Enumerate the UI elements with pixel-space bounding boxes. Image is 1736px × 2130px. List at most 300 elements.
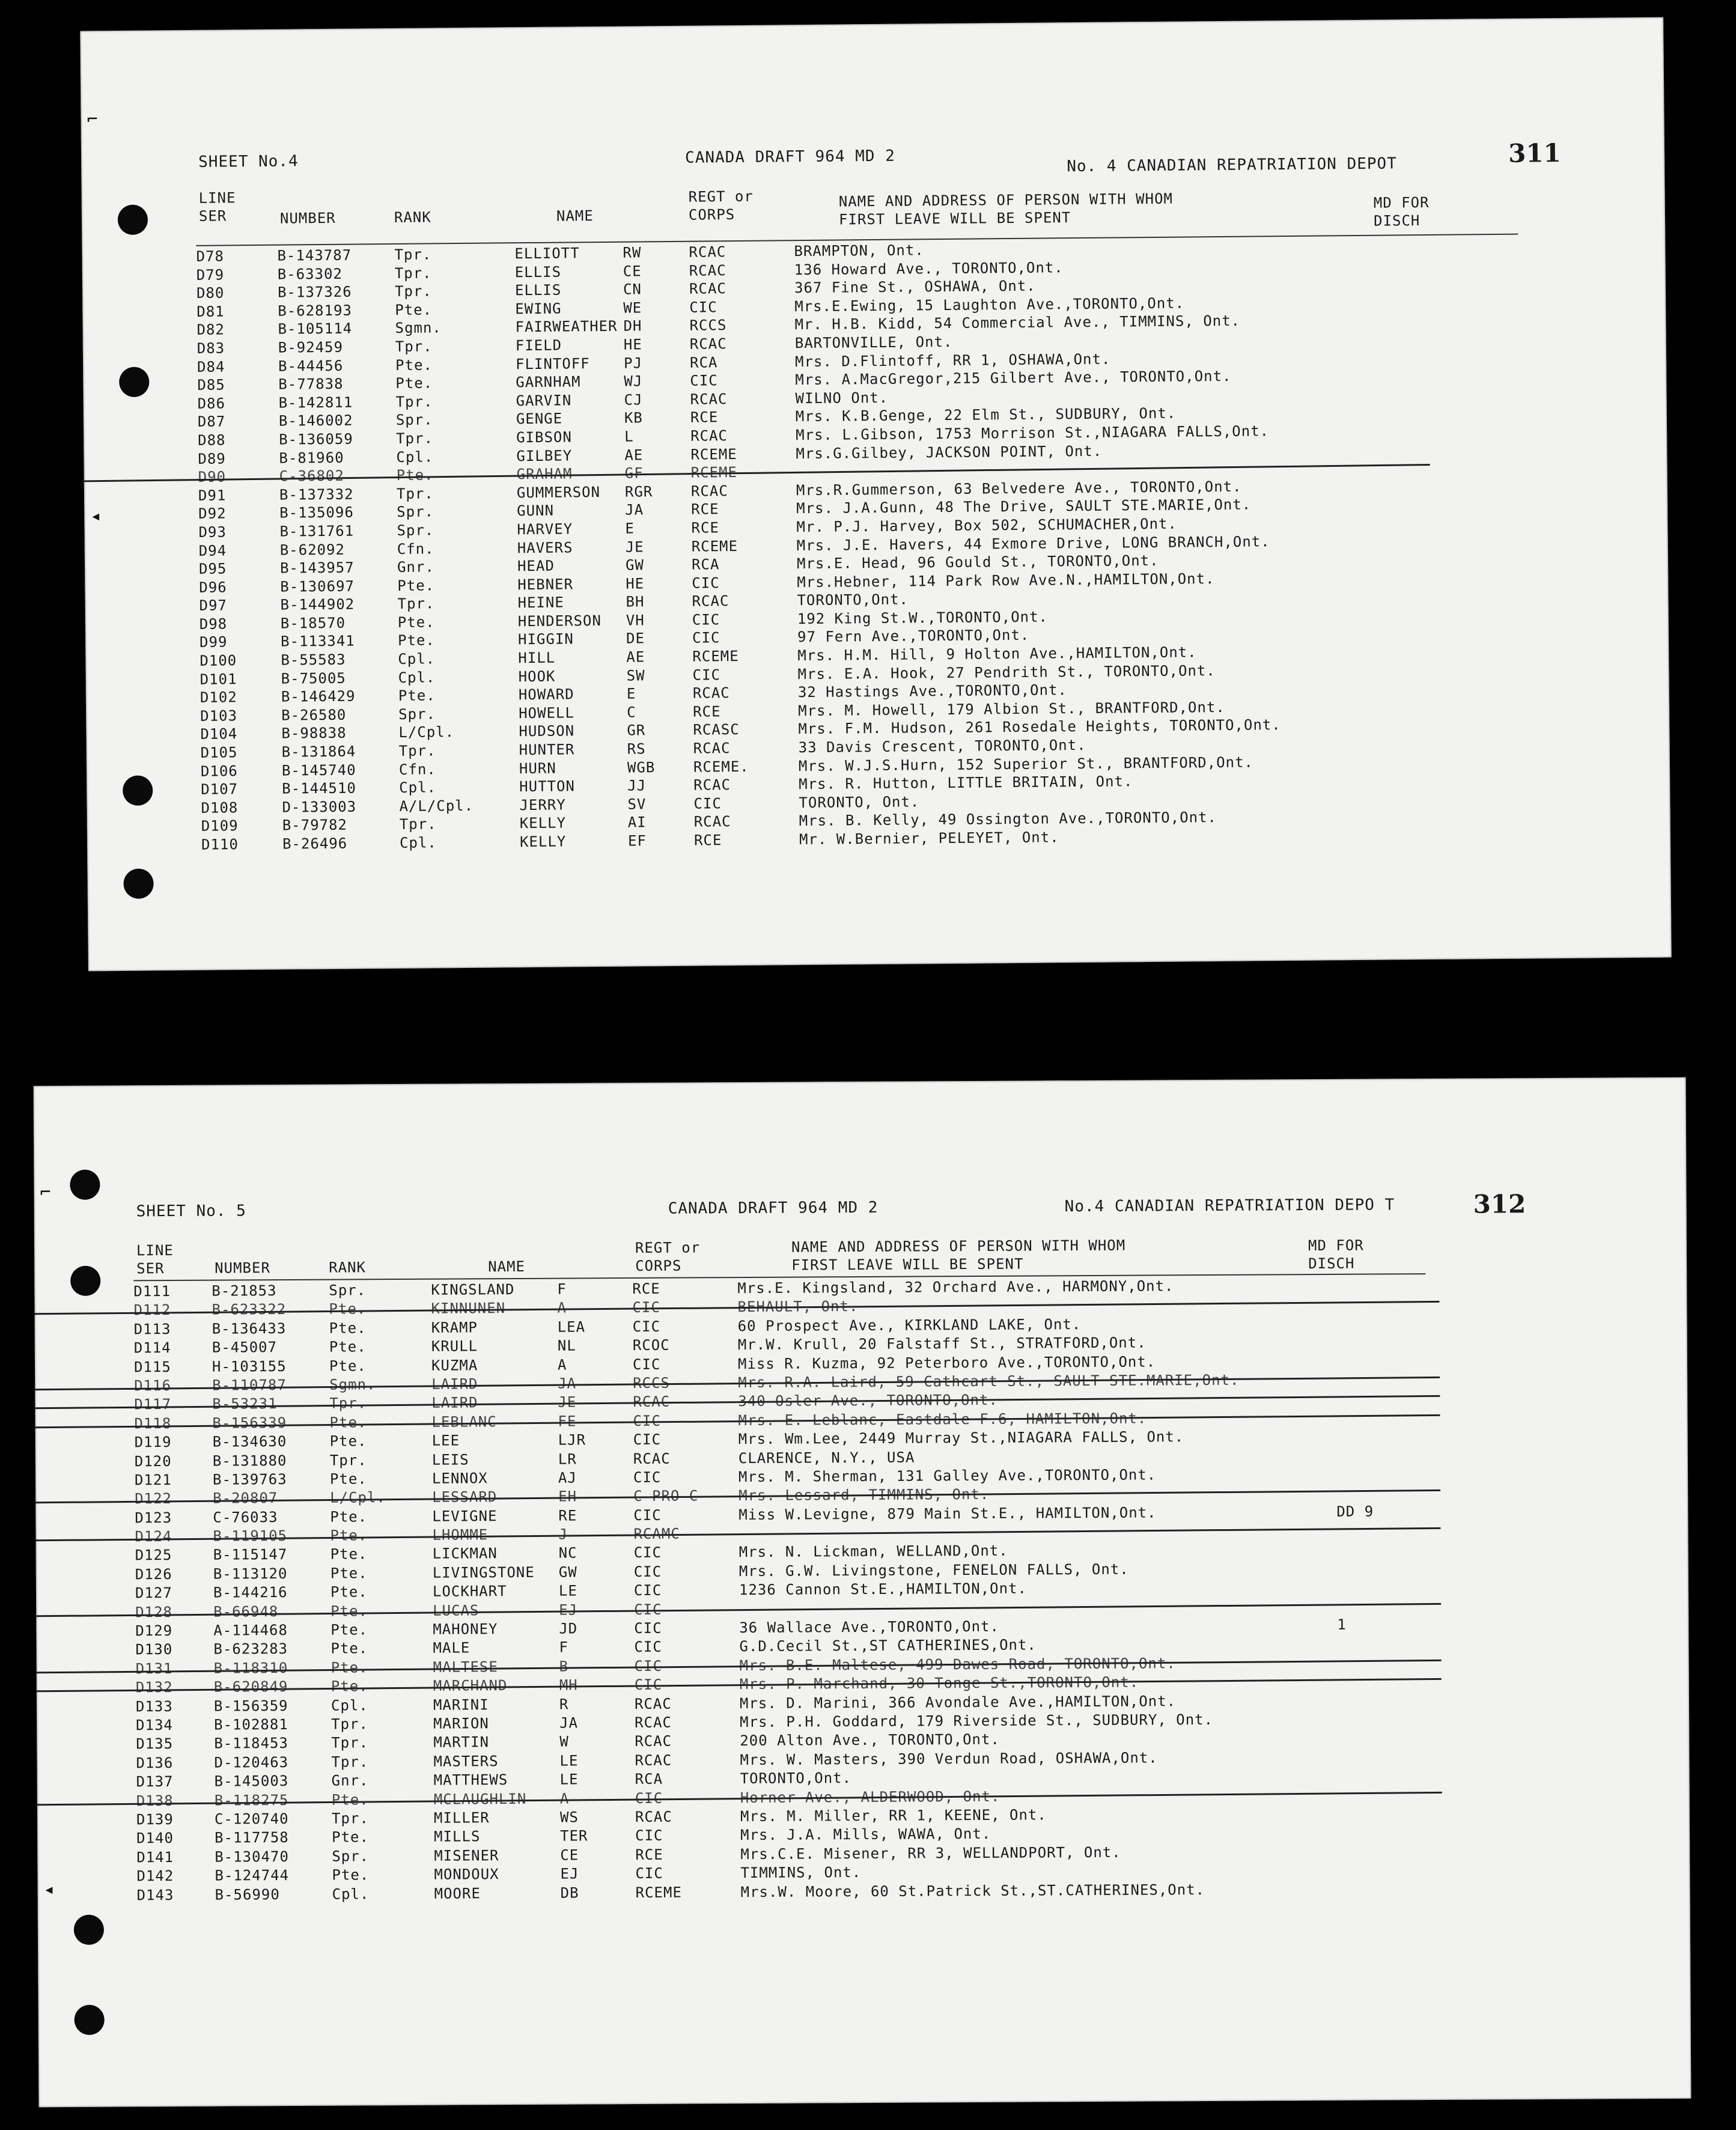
cell-rank: Spr. [332,1848,370,1865]
cell-addr: Mrs. L.Gibson, 1753 Morrison St.,NIAGARA FALLS,Ont. [796,422,1270,444]
cell-init: GF [624,464,644,482]
cell-init: CN [623,281,642,298]
cell-init: FE [558,1413,577,1430]
cell-ser: D118 [134,1414,172,1432]
cell-ser: D110 [201,836,239,853]
cell-ser: D121 [134,1471,172,1489]
cell-num: C-76033 [213,1508,278,1526]
margin-mark: ◂ [90,505,102,527]
cell-init: PJ [623,354,643,372]
cell-addr: Mrs. J.A. Mills, WAWA, Ont. [740,1825,991,1844]
cell-num: H-103155 [212,1357,287,1375]
cell-rank: Pte. [397,613,435,631]
cell-name: GRAHAM [516,465,573,483]
cell-corps: RCAC [689,335,727,353]
cell-rank: Gnr. [331,1772,369,1789]
cell-addr: Mr. H.B. Kidd, 54 Commercial Ave., TIMMINS, Ont. [794,312,1241,333]
cell-num: B-118275 [214,1791,289,1809]
cell-addr: Mrs. M. Sherman, 131 Galley Ave.,TORONTO,Ont. [738,1466,1157,1485]
cell-addr: Mrs. M. Miller, RR 1, KEENE, Ont. [740,1806,1047,1825]
cell-init: CE [623,262,642,280]
record-sheet-2 [34,1077,1692,2107]
cell-rank: Tpr. [331,1753,369,1771]
cell-ser: D122 [135,1490,172,1508]
cell-ser: D130 [135,1641,173,1658]
cell-num: B-21853 [212,1282,277,1300]
cell-ser: D123 [135,1509,172,1527]
cell-num: B-131761 [279,522,355,540]
cell-num: B-63302 [277,265,343,283]
cell-num: B-143957 [279,559,355,577]
cell-num: B-137332 [279,485,354,504]
cell-name: HURN [519,759,556,777]
cell-ser: D90 [198,468,227,485]
cell-init: J [558,1526,568,1543]
cell-addr: Mrs. N. Lickman, WELLAND,Ont. [739,1542,1008,1561]
cell-num: B-102881 [214,1715,288,1733]
margin-mark: ⌐ [40,1182,51,1203]
cell-rank: Pte. [330,1602,368,1620]
cell-name: MASTERS [433,1752,499,1770]
cell-corps: RCE [693,832,722,849]
cell-addr: Mrs.Hebner, 114 Park Row Ave.N.,HAMILTON,Ont. [797,570,1215,591]
cell-corps: RCEME [635,1884,682,1901]
cell-name: ELLIOTT [514,245,580,263]
cell-name: HUDSON [519,722,575,740]
cell-rank: Cpl. [399,834,437,851]
cell-addr: 200 Alton Ave., TORONTO,Ont. [740,1731,1000,1750]
cell-init: MH [559,1676,578,1694]
cell-corps: CIC [633,1431,662,1449]
cell-name: MARCHAND [433,1677,508,1694]
cell-name: LAIRD [431,1375,478,1393]
cell-corps: CIC [692,611,720,628]
cell-addr: Mrs.W. Moore, 60 St.Patrick St.,ST.CATHERINES,Ont. [740,1881,1205,1900]
cell-num: B-137326 [277,283,352,301]
cell-corps: RCAC [689,243,726,261]
col-header-rank: RANK [329,1259,367,1276]
cell-corps: CIC [693,795,722,812]
cell-addr: Mrs. B.E. Maltese, 499 Dawes Road, TORONTO,Ont. [739,1655,1176,1674]
cell-num: B-130697 [280,577,355,595]
cell-corps: RCE [691,501,719,518]
cell-corps: RCAC [690,390,728,408]
cell-name: MALTESE [433,1658,498,1676]
cell-rank: Tpr. [395,393,433,410]
cell-ser: D86 [197,395,226,412]
cell-rank: Pte. [397,577,435,594]
cell-name: MONDOUX [434,1866,499,1883]
cell-rank: Tpr. [331,1810,369,1827]
cell-addr: Miss W.Levigne, 879 Main St.E., HAMILTON,Ont. [739,1504,1157,1523]
cell-rank: Pte. [396,466,434,484]
cell-corps: RCAC [693,776,731,794]
cell-name: HUTTON [519,777,576,796]
cell-num: B-79782 [282,817,348,835]
cell-name: MAHONEY [433,1620,498,1638]
cell-corps: RCAC [635,1714,672,1731]
cell-num: B-146002 [278,412,353,430]
cell-init: E [625,520,635,537]
cell-rank: Tpr. [329,1451,367,1469]
col-header-address: NAME AND ADDRESS OF PERSON WITH WHOM FIRST LEAVE WILL BE SPENT [791,1237,1126,1274]
cell-init: JA [625,501,644,519]
cell-addr: 340 Osler Ave., TORONTO,Ont. [738,1392,998,1410]
cell-name: LENNOX [431,1470,488,1487]
cell-rank: L/Cpl. [330,1489,386,1506]
cell-rank: Tpr. [396,430,434,447]
cell-ser: D94 [198,541,227,559]
cell-num: C-36802 [279,467,344,485]
cell-num: B-146429 [281,687,356,705]
cell-num: B-117758 [215,1829,289,1846]
cell-ser: D114 [133,1339,171,1357]
cell-corps: RCEME [690,464,738,481]
cell-rank: Cpl. [396,448,434,466]
cell-addr: Mrs. J.E. Havers, 44 Exmore Drive, LONG BRANCH,Ont. [796,532,1270,554]
cell-init: VH [626,612,645,629]
cell-name: HILL [518,649,556,667]
cell-ser: D88 [198,431,226,449]
cell-init: TER [560,1827,588,1845]
cell-addr: Mrs. G.W. Livingstone, FENELON FALLS, Ont. [739,1560,1129,1580]
cell-init: F [557,1280,567,1298]
cell-ser: D111 [133,1283,171,1300]
cell-num: B-62092 [279,541,346,559]
cell-num: B-44456 [278,357,344,375]
cell-init: EJ [560,1865,579,1882]
cell-rank: Spr. [397,503,434,521]
cell-addr: 192 King St.W.,TORONTO,Ont. [797,608,1049,628]
cell-init: AI [627,814,647,832]
binder-hole [118,205,148,235]
cell-addr: Mrs. P. Marchand, 30 Tonge St.,TORONTO,Ont. [739,1673,1139,1693]
cell-corps: CIC [633,1581,662,1599]
cell-rank: Cfn. [397,540,434,558]
cell-num: B-81960 [279,449,344,467]
cell-corps: CIC [692,629,720,647]
cell-num: B-623322 [212,1301,287,1319]
cell-name: HARVEY [517,520,573,538]
cell-ser: D127 [135,1584,172,1602]
cell-corps: CIC [692,666,721,684]
cell-ser: D81 [196,303,225,320]
cell-init: EF [627,832,647,850]
cell-rank: L/Cpl. [398,723,455,741]
cell-name: MARION [433,1715,489,1732]
cell-rank: Tpr. [397,595,435,613]
cell-md: 1 [1337,1616,1347,1633]
cell-rank: Pte. [395,356,433,374]
cell-addr: Mrs.C.E. Misener, RR 3, WELLANDPORT, Ont. [740,1843,1121,1863]
cell-corps: CIC [635,1827,663,1845]
cell-ser: D105 [200,744,238,761]
cell-rank: Tpr. [331,1715,369,1733]
cell-num: A-114468 [213,1622,288,1639]
cell-rank: Pte. [330,1621,368,1639]
cell-ser: D116 [134,1377,172,1395]
cell-corps: RCAC [690,427,728,445]
cell-rank: Pte. [330,1659,368,1676]
cell-num: B-105114 [278,320,353,338]
cell-addr: Mrs.E. Head, 96 Gould St., TORONTO,Ont. [796,552,1159,573]
col-header-rank: RANK [394,208,431,226]
cell-addr: 136 Howard Ave., TORONTO,Ont. [794,258,1064,278]
cell-init: JJ [627,777,647,794]
cell-ser: D93 [198,523,227,541]
cell-corps: RCASC [693,721,740,739]
cell-addr: Mrs. R. Hutton, LITTLE BRITAIN, Ont. [799,773,1133,793]
cell-init: KB [624,409,643,427]
cell-num: B-134630 [212,1433,287,1450]
cell-corps: RCA [689,353,718,371]
cell-num: B-113341 [280,633,355,651]
col-header-name: NAME [556,207,594,225]
cell-name: KELLY [519,833,567,851]
cell-corps: RCAC [690,482,728,500]
cell-corps: RCAC [693,813,731,831]
cell-init: A [559,1790,570,1807]
cell-init: AE [624,446,644,464]
cell-ser: D96 [199,579,227,596]
cell-init: LE [558,1582,577,1599]
cell-addr: Mrs. M. Howell, 179 Albion St., BRANTFORD,Ont. [798,698,1225,719]
cell-name: LEE [431,1432,460,1449]
cell-ser: D83 [196,339,225,357]
cell-corps: RCEME. [693,758,749,776]
cell-rank: Pte. [329,1357,367,1375]
cell-num: D-120463 [214,1753,289,1771]
cell-name: LEIS [431,1450,469,1468]
cell-name: LEVIGNE [432,1507,498,1525]
cell-init: JD [559,1620,578,1637]
col-header-corps: REGT or CORPS [635,1239,701,1274]
cell-rank: Tpr. [394,282,432,300]
cell-init: AE [626,648,645,666]
cell-num: B-145003 [214,1772,289,1790]
margin-mark: ⌐ [87,109,98,130]
col-header-md: MD FOR DISCH [1373,193,1430,230]
cell-ser: D100 [199,652,237,669]
col-header-number: NUMBER [215,1259,270,1277]
cell-init: RGR [624,482,653,501]
cell-num: B-56990 [215,1885,280,1903]
cell-ser: D102 [199,689,237,707]
cell-ser: D85 [197,376,225,394]
cell-name: KRULL [431,1337,478,1355]
cell-rank: Spr. [395,411,433,429]
cell-init: DE [626,630,645,648]
cell-md: DD 9 [1336,1503,1374,1520]
cell-rank: Cpl. [398,650,436,668]
cell-name: MILLER [433,1809,490,1827]
page-number-stamp: 312 [1473,1189,1526,1219]
cell-init: W [559,1733,569,1751]
cell-ser: D125 [135,1547,172,1564]
cell-rank: Pte. [329,1432,367,1450]
cell-ser: D134 [136,1716,174,1734]
cell-corps: RCEME [691,537,739,555]
cell-addr: WILNO Ont. [795,389,889,407]
cell-name: MILLS [434,1828,481,1846]
cell-rank: Sgmn. [395,319,442,337]
cell-ser: D115 [133,1358,171,1375]
cell-ser: D132 [135,1679,173,1696]
cell-addr: Mrs.G.Gilbey, JACKSON POINT, Ont. [796,442,1103,462]
cell-num: B-144510 [282,779,356,797]
cell-corps: RCCS [633,1374,671,1392]
cell-corps: CIC [634,1639,662,1656]
cell-init: AJ [558,1469,577,1486]
cell-init: EH [558,1488,577,1505]
cell-corps: CIC [633,1468,662,1486]
cell-rank: Pte. [395,374,433,392]
cell-num: B-26496 [282,835,348,853]
cell-num: B-66948 [213,1602,279,1620]
cell-rank: Pte. [329,1338,367,1356]
sheet-number: SHEET No.4 [198,152,299,171]
cell-init: SW [626,667,645,684]
cell-num: C-120740 [214,1810,289,1828]
cell-corps: CIC [633,1412,661,1429]
cell-ser: D140 [136,1830,174,1847]
cell-init: LE [559,1771,579,1788]
cell-corps: RCE [635,1846,663,1863]
cell-corps: RCCS [689,317,727,335]
cell-init: GW [625,556,645,574]
cell-name: HOWELL [519,704,574,722]
col-header-address: NAME AND ADDRESS OF PERSON WITH WHOM FIRST LEAVE WILL BE SPENT [838,190,1174,228]
cell-ser: D120 [134,1452,172,1470]
cell-rank: Tpr. [398,742,436,759]
cell-name: MALE [433,1639,471,1657]
cell-corps: CIC [635,1789,663,1807]
cell-num: B-45007 [212,1339,278,1356]
cell-corps: C PRO C [633,1487,699,1505]
cell-addr: Mrs.R.Gummerson, 63 Belvedere Ave., TORONTO,Ont. [796,478,1242,499]
binder-hole [74,1915,104,1945]
cell-init: JA [558,1375,577,1392]
cell-num: B-142811 [278,394,353,412]
cell-init: RW [623,244,642,261]
cell-init: DB [560,1884,579,1902]
cell-init: E [626,685,636,702]
cell-rank: Pte. [331,1791,369,1809]
cell-init: A [557,1299,567,1317]
cell-addr: Mrs. W. Masters, 390 Verdun Road, OSHAWA,Ont. [740,1749,1158,1768]
cell-addr: 32 Hastings Ave.,TORONTO,Ont. [797,681,1068,701]
cell-num: B-135096 [279,504,354,522]
cell-name: HOWARD [518,686,574,704]
cell-corps: CIC [635,1864,663,1882]
cell-rank: Tpr. [395,338,433,355]
cell-num: B-131864 [281,743,356,761]
cell-rank: Pte. [330,1640,368,1658]
cell-name: LICKMAN [432,1545,498,1563]
roster-table [82,235,1671,856]
cell-ser: D142 [136,1867,174,1885]
cell-ser: D78 [196,248,224,265]
cell-num: B-115147 [213,1546,288,1564]
cell-addr: CLARENCE, N.Y., USA [738,1449,915,1467]
cell-corps: CIC [634,1601,662,1618]
cell-corps: RCE [693,703,721,720]
cell-rank: A/L/Cpl. [399,797,474,815]
cell-rank: Pte. [395,301,433,318]
cell-init: DH [623,317,642,335]
cell-ser: D129 [135,1622,173,1640]
cell-corps: RCAC [635,1733,672,1750]
cell-name: GENGE [516,410,563,428]
cell-num: B-118310 [213,1659,288,1677]
cell-name: GUMMERSON [516,483,601,501]
cell-rank: Cpl. [330,1696,368,1714]
cell-num: B-156339 [212,1414,287,1432]
cell-name: JERRY [519,796,566,814]
cell-addr: 36 Wallace Ave.,TORONTO,Ont. [739,1617,999,1637]
cell-corps: RCA [635,1770,663,1788]
cell-addr: 1236 Cannon St.E.,HAMILTON,Ont. [739,1580,1027,1599]
depot-title: No. 4 CANADIAN REPATRIATION DEPOT [1067,154,1397,176]
cell-addr: Mrs. B. Kelly, 49 Ossington Ave.,TORONTO,Ont. [799,809,1217,830]
cell-corps: CIC [633,1563,662,1580]
cell-corps: RCEME [692,648,739,665]
cell-rank: Pte. [397,631,436,650]
cell-name: MARINI [433,1696,489,1714]
cell-addr: Mr. W.Bernier, PELEYET, Ont. [799,829,1059,848]
cell-ser: D97 [199,597,228,615]
cell-num: B-92459 [278,338,344,356]
cell-num: B-110787 [212,1376,287,1394]
cell-init: GW [558,1563,577,1581]
cell-name: KINNUNEN [431,1300,506,1318]
cell-name: KELLY [519,814,567,832]
cell-rank: Spr. [397,522,434,539]
cell-ser: D119 [134,1434,172,1451]
cell-name: LEBLANC [431,1413,497,1431]
cell-init: LEA [557,1318,586,1336]
cell-addr: BEHAULT, Ont. [737,1298,859,1316]
cell-num: B-145740 [281,761,356,779]
cell-init: HE [623,336,642,353]
cell-ser: D98 [199,615,228,633]
cell-rank: Tpr. [399,815,437,833]
cell-addr: Mrs. F.M. Hudson, 261 Rosedale Heights, TORONTO,Ont. [798,716,1281,738]
cell-name: HAVERS [517,538,573,556]
cell-ser: D141 [136,1848,174,1866]
cell-addr: Mrs. D.Flintoff, RR 1, OSHAWA,Ont. [794,350,1111,370]
cell-corps: RCE [632,1280,660,1297]
binder-hole [123,869,153,899]
cell-corps: RCAC [689,261,726,279]
cell-addr: Mrs.E.Ewing, 15 Laughton Ave.,TORONTO,Ont. [794,294,1185,315]
cell-rank: Pte. [398,687,436,705]
cell-addr: TORONTO,Ont. [740,1769,852,1788]
cell-ser: D92 [198,505,227,523]
cell-name: KINGSLAND [431,1281,515,1298]
cell-ser: D101 [199,670,237,688]
margin-mark: ◂ [43,1879,55,1900]
cell-init: RE [558,1507,577,1524]
cell-name: MISENER [434,1846,499,1864]
cell-num: B-55583 [281,651,346,669]
cell-name: LHOMME [432,1526,489,1544]
cell-ser: D139 [136,1810,174,1828]
cell-init: WE [623,299,642,317]
cell-addr: Mrs. E. Leblanc, Eastdale F.6, HAMILTON,Ont. [738,1410,1147,1429]
cell-init: NC [558,1544,577,1562]
cell-init: R [559,1696,569,1713]
